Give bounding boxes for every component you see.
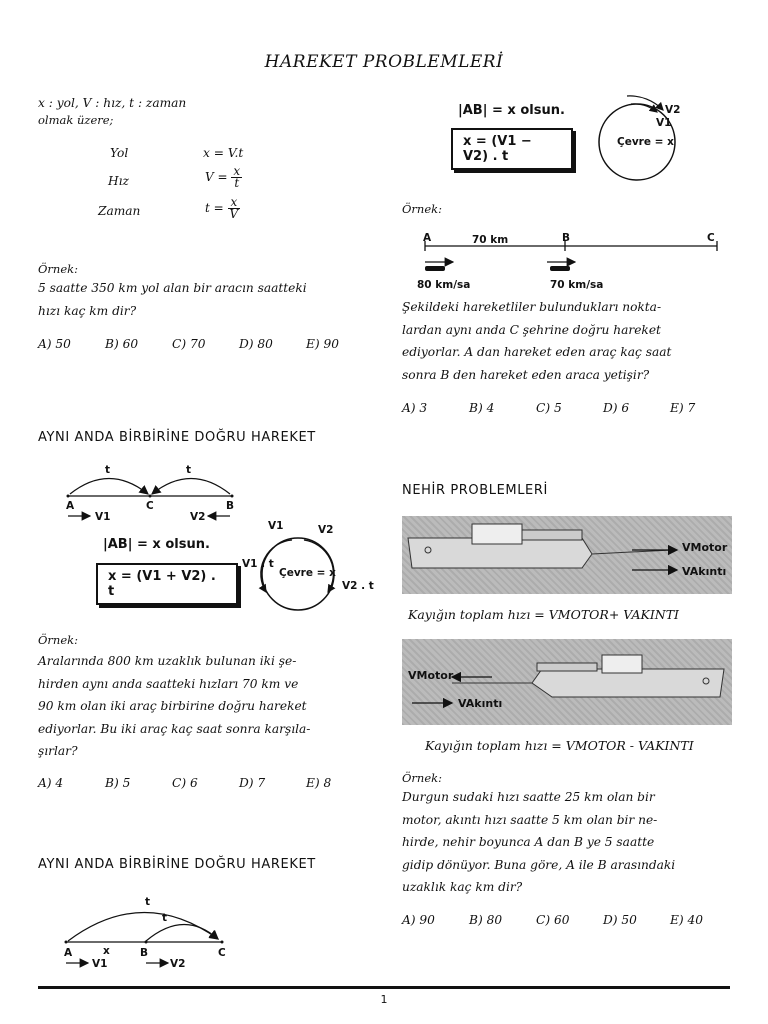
example1-options [38, 333, 373, 356]
section2-heading: AYNI ANDA BİRBİRİNE DOĞRU HAREKET [38, 857, 316, 872]
diagram1-A: A [66, 500, 75, 512]
option: E) 7 [670, 401, 696, 415]
formula-label-yol: Yol [110, 146, 129, 160]
circle1-v1: V1 [268, 520, 284, 532]
ex3-B: B [562, 232, 571, 244]
option: E) 40 [670, 913, 704, 927]
section1-heading: AYNI ANDA BİRBİRİNE DOĞRU HAREKET [38, 430, 316, 445]
option: E) 90 [306, 337, 340, 351]
formula-hiz: V = $\frac{x}{t}$ [205, 164, 241, 190]
diagram1-t1: t [105, 464, 111, 476]
option: A) 3 [402, 401, 428, 415]
right-circle-label: Çevre = x [617, 136, 674, 148]
right-v2: V2 [665, 104, 681, 116]
example2-options [38, 772, 373, 795]
ex3-speed-A: 80 km/sa [417, 279, 471, 291]
diagram2-B: B [140, 947, 149, 959]
formula-label-hiz: Hız [108, 174, 129, 188]
boat2-vmotor: VMotor [408, 669, 454, 682]
option: B) 4 [469, 401, 495, 415]
example2-label: Örnek: [38, 633, 78, 647]
right-v1: V1 [656, 117, 672, 129]
option: A) 50 [38, 337, 71, 351]
circle1-label: Çevre = x [279, 567, 336, 579]
option: B) 80 [469, 913, 503, 927]
page-number: 1 [380, 993, 388, 1006]
right-formula-box: x = (V1 − V2) . t [451, 128, 573, 170]
intro-line1: x : yol, V : hız, t : zaman [38, 96, 187, 110]
page-title: HAREKET PROBLEMLERİ [264, 52, 504, 72]
diagram1-v2: V2 [190, 511, 206, 523]
circle1-v1t: V1 . t [242, 558, 274, 570]
boat2-vakinti: VAkıntı [458, 697, 503, 710]
diagram2-x: x [103, 945, 110, 957]
option: E) 8 [306, 776, 332, 790]
example4-label: Örnek: [402, 771, 442, 785]
option: B) 5 [105, 776, 131, 790]
ex3-A: A [423, 232, 432, 244]
boat-picture-downstream [402, 516, 732, 594]
circle1-v2t: V2 . t [342, 580, 374, 592]
boat1-vmotor: VMotor [682, 541, 728, 554]
intro-line2: olmak üzere; [38, 113, 114, 127]
diagram1-t2: t [186, 464, 192, 476]
option: D) 7 [239, 776, 266, 790]
formula-zaman: t = $\frac{x}{V}$ [205, 195, 239, 221]
option: C) 6 [172, 776, 198, 790]
river-caption2: Kayığın toplam hızı = VMOTOR - VAKINTI [425, 738, 694, 753]
footer-rule [38, 986, 730, 989]
option: A) 90 [402, 913, 435, 927]
option: C) 70 [172, 337, 206, 351]
example4-text: Durgun sudaki hızı saatte 25 km olan bir motor, akıntı hızı saatte 5 km olan bir ne- hirde, nehir boyunca A dan B ye 5 saatte gidip dönüyor. Buna göre, A ile B arasındaki uzaklık kaç km dir? [402, 790, 676, 894]
option: B) 60 [105, 337, 139, 351]
boat-icon [402, 516, 732, 594]
section1-ab-text: |AB| = x olsun. [103, 537, 210, 552]
diagram2-v1: V1 [92, 958, 108, 970]
example3-label: Örnek: [402, 202, 442, 216]
river-caption1: Kayığın toplam hızı = VMOTOR+ VAKINTI [408, 607, 679, 622]
formula-yol: x = V.t [203, 146, 244, 160]
diagram2-C: C [218, 947, 226, 959]
example4-options [402, 909, 737, 932]
right-ab-text: |AB| = x olsun. [458, 103, 565, 118]
diagram2-v2: V2 [170, 958, 186, 970]
boat1-vakinti: VAkıntı [682, 565, 727, 578]
boat-picture-upstream [402, 639, 732, 725]
example3-text: Şekildeki hareketliler bulundukları nokta- lardan aynı anda C şehrine doğru hareket ediyorlar. A dan hareket eden araç kaç saat sonra B den hareket eden araca yetişir? [402, 300, 672, 382]
option: D) 6 [603, 401, 630, 415]
option: D) 50 [603, 913, 637, 927]
example2-text: Aralarında 800 km uzaklık bulunan iki şe- hirden aynı anda saatteki hızları 70 km ve 90 km olan iki araç birbirine doğru hareket ediyorlar. Bu iki araç kaç saat sonra karşıla- şırlar? [38, 654, 311, 758]
example1-text: 5 saatte 350 km yol alan bir aracın saatteki hızı kaç km dir? [38, 281, 307, 318]
formula-label-zaman: Zaman [98, 204, 141, 218]
diagram1-v1: V1 [95, 511, 111, 523]
diagram1-B: B [226, 500, 235, 512]
section1-formula-box: x = (V1 + V2) . t [96, 563, 238, 605]
diagram2-t2: t [162, 912, 168, 924]
section1-line-diagram [60, 458, 240, 528]
river-heading: NEHİR PROBLEMLERİ [402, 483, 548, 498]
example3-options [402, 397, 737, 420]
option: D) 80 [239, 337, 273, 351]
diagram1-C: C [146, 500, 154, 512]
ex3-speed-B: 70 km/sa [550, 279, 604, 291]
circle1-v2: V2 [318, 524, 334, 536]
diagram2-t1: t [145, 896, 151, 908]
example1-label: Örnek: [38, 262, 78, 276]
option: C) 5 [536, 401, 562, 415]
ex3-dist: 70 km [472, 234, 509, 246]
diagram2-A: A [64, 947, 73, 959]
option: A) 4 [38, 776, 64, 790]
option: C) 60 [536, 913, 570, 927]
ex3-C: C [707, 232, 715, 244]
boat-icon [402, 639, 732, 725]
